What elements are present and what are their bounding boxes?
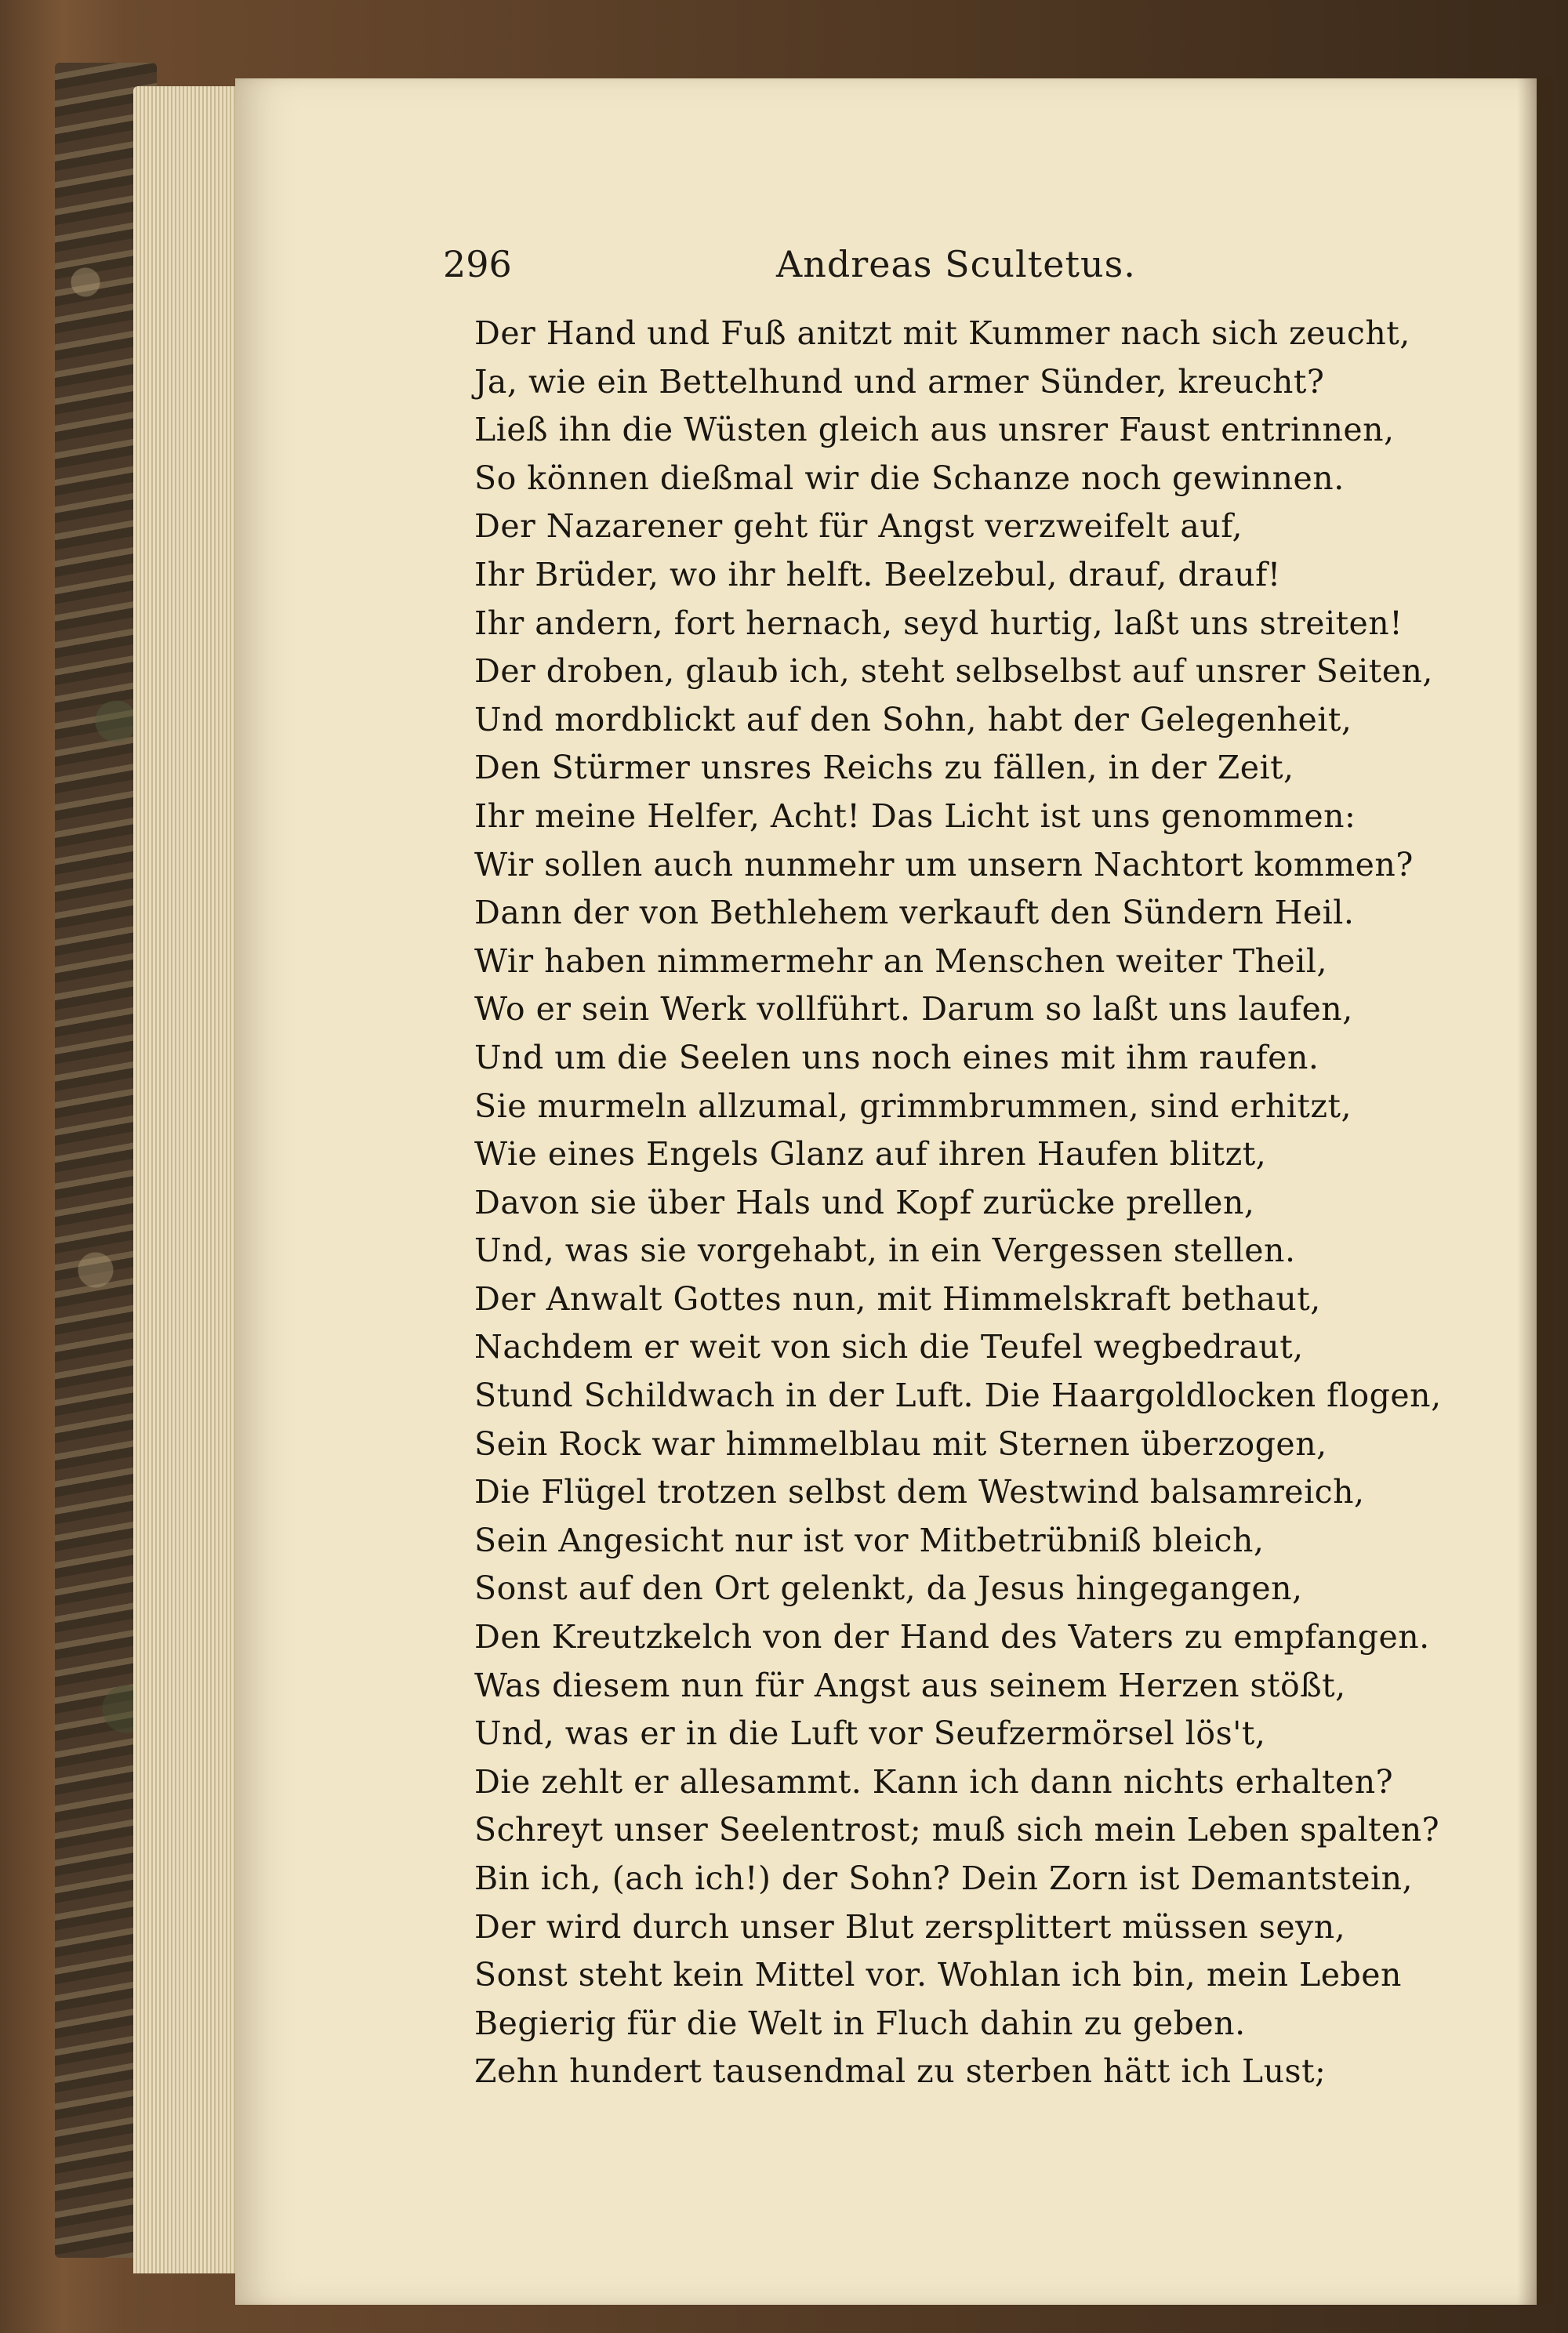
verse-line: Der droben, glaub ich, steht selbselbst auf unsrer Seiten, — [474, 652, 1433, 691]
running-head: Andreas Scultetus. — [776, 243, 1136, 285]
verse-line: Der wird durch unser Blut zersplittert müssen seyn, — [474, 1907, 1346, 1946]
verse-line: Ließ ihn die Wüsten gleich aus unsrer Faust entrinnen, — [474, 411, 1395, 449]
verse-line: Und um die Seelen uns noch eines mit ihm raufen. — [474, 1038, 1319, 1076]
verse-line: Dann der von Bethlehem verkauft den Sündern Heil. — [474, 894, 1355, 932]
verse-line: Sonst steht kein Mittel vor. Wohlan ich bin, mein Leben — [474, 1956, 1402, 1994]
verse-line: Den Kreutzkelch von der Hand des Vaters zu empfangen. — [474, 1618, 1430, 1656]
verse-line: Wie eines Engels Glanz auf ihren Haufen blitzt, — [474, 1135, 1267, 1174]
verse-line: Nachdem er weit von sich die Teufel wegbedraut, — [474, 1328, 1304, 1366]
verse-line: Zehn hundert tausendmal zu sterben hätt ich Lust; — [474, 2052, 1327, 2091]
verse-line: Ihr meine Helfer, Acht! Das Licht ist uns genommen: — [474, 796, 1356, 835]
verse-line: Davon sie über Hals und Kopf zurücke prellen, — [474, 1183, 1255, 1221]
verse-line: Und, was er in die Luft vor Seufzermörsel lös't, — [474, 1714, 1266, 1753]
verse-line: Und, was sie vorgehabt, in ein Vergessen stellen. — [474, 1232, 1296, 1270]
page-edge-shadow — [1517, 78, 1552, 2305]
verse-line: Wo er sein Werk vollführt. Darum so laßt uns laufen, — [474, 990, 1353, 1029]
page-stack-edges — [133, 86, 251, 2273]
verse-line: Und mordblickt auf den Sohn, habt der Gelegenheit, — [474, 700, 1352, 738]
verse-line: Sie murmeln allzumal, grimmbrummen, sind erhitzt, — [474, 1087, 1352, 1125]
verse-line: Der Anwalt Gottes nun, mit Himmelskraft bethaut, — [474, 1279, 1321, 1318]
verse-line: Ihr Brüder, wo ihr helft. Beelzebul, drauf, drauf! — [474, 555, 1281, 593]
verse-line: Der Nazarener geht für Angst verzweifelt auf, — [474, 507, 1243, 546]
verse-line: Ihr andern, fort hernach, seyd hurtig, laßt uns streiten! — [474, 604, 1403, 642]
verse-line: Wir sollen auch nunmehr um unsern Nachtort kommen? — [474, 845, 1414, 883]
verse-line: Sein Angesicht nur ist vor Mitbetrübniß bleich, — [474, 1521, 1265, 1559]
verse-text — [474, 310, 1442, 2096]
verse-line: Sonst auf den Ort gelenkt, da Jesus hingegangen, — [474, 1569, 1303, 1608]
verse-line: Der Hand und Fuß anitzt mit Kummer nach sich zeucht, — [474, 314, 1410, 352]
verse-line: Sein Rock war himmelblau mit Sternen überzogen, — [474, 1424, 1327, 1463]
verse-line: Was diesem nun für Angst aus seinem Herzen stößt, — [474, 1666, 1346, 1704]
verse-line: Begierig für die Welt in Fluch dahin zu geben. — [474, 2004, 1246, 2042]
verse-line: Stund Schildwach in der Luft. Die Haargoldlocken flogen, — [474, 1377, 1442, 1415]
page-number: 296 — [443, 243, 512, 285]
verse-line: Wir haben nimmermehr an Menschen weiter Theil, — [474, 942, 1328, 980]
verse-line: Ja, wie ein Bettelhund und armer Sünder, kreucht? — [474, 362, 1325, 401]
verse-line: So können dießmal wir die Schanze noch gewinnen. — [474, 459, 1345, 497]
verse-line: Den Stürmer unsres Reichs zu fällen, in der Zeit, — [474, 749, 1294, 787]
verse-line: Die Flügel trotzen selbst dem Westwind balsamreich, — [474, 1473, 1365, 1511]
verse-line: Schreyt unser Seelentrost; muß sich mein Leben spalten? — [474, 1811, 1440, 1849]
verse-line: Bin ich, (ach ich!) der Sohn? Dein Zorn ist Demantstein, — [474, 1860, 1414, 1897]
verse-line: Die zehlt er allesammt. Kann ich dann nichts erhalten? — [474, 1762, 1394, 1801]
